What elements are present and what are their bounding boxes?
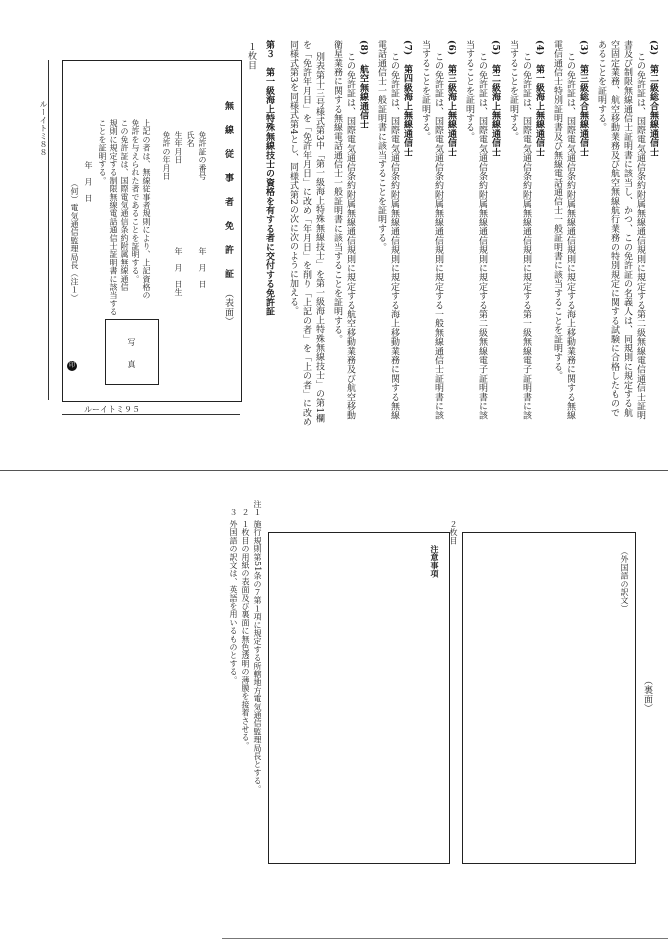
para-8-line1: この免許証は、国際電気通信条約附属無線通信規則に規定する航空移動業務及び航空移動 — [345, 52, 355, 420]
birth-date-value: 年 月 日生 — [174, 247, 183, 297]
form-box-heading-note: （表面） — [223, 289, 233, 326]
issue-date: 年 月 日 — [84, 161, 93, 202]
note-2-text: １枚目の用紙の表面及び裏面に無色透明の薄膜を接着させる。 — [241, 520, 250, 750]
form-box-heading: 無 線 従 事 者 免 許 証 — [223, 101, 233, 281]
foreign-translation-label: （外国語の訳文） — [620, 547, 629, 613]
seal-stamp: 印 — [68, 362, 75, 369]
para-2-line1: この免許証は、国際電気通信条約附属無線通信規則に規定する第二級無線電信通信士証明 — [635, 52, 645, 420]
sheet-2-label: ２枚目 — [449, 520, 458, 545]
notes-box — [268, 532, 450, 864]
para-4-line1: この免許証は、国際電気通信条約附属無線通信規則に規定する第一級無線電子証明書に該 — [521, 52, 531, 420]
amendment-line3: 同様式第3を同様式第4とし、同様式第2の次に次のように加える。 — [288, 40, 298, 316]
foreign-translation-box — [462, 532, 636, 864]
dimension-label-bottom: ルーイトミ８８ — [39, 100, 48, 156]
certification-line2: 免許を与えられた者であることを証明する。 — [131, 119, 140, 283]
certification-line4: 規則に規定する制限無線電話通信士証明書に該当する — [109, 119, 118, 316]
para-4-heading: (4) 第一級海上無線通信士 — [534, 40, 544, 157]
note-1-text: 施行規則第51条の７第１項に規定する所轄地方電気通信監理局長とする。 — [253, 520, 262, 793]
note-1-key: 注１ — [253, 500, 262, 517]
para-2-heading: (2) 第二級総合無線通信士 — [648, 40, 658, 157]
certification-line3: この免許証は、国際電気通信条約附属無線通信 — [120, 119, 129, 292]
back-side-header: （裏面） — [642, 676, 652, 713]
para-8-heading: (8) 航空無線通信士 — [358, 40, 368, 129]
para-8-line2: 衛星業務に関する無線電話通信士一般証明書に該当することを証明する。 — [332, 40, 342, 344]
amendment-line2: を「免許年月日」を「免許年月日」に改め「年月日」を削り「上記の者」を「上の者」に改め — [301, 40, 311, 427]
certification-line1: 上記の者は、無線従事者規則により、上記資格の — [142, 119, 151, 300]
bottom-rule — [222, 938, 668, 939]
para-5-heading: (5) 第二級海上無線通信士 — [490, 40, 500, 157]
certification-line5: ことを証明する。 — [98, 119, 107, 185]
license-date-value: 年 月 日 — [198, 247, 207, 288]
para-2-line2: 書及び制限無線通信士証明書に該当し、かつ、この免許証の名義人は、同規則に規定する航 — [622, 40, 632, 418]
field-license-date: 免許の年月日 — [162, 131, 171, 181]
note-3-key: ３ — [229, 508, 238, 517]
field-license-number: 免許証の番号 — [198, 131, 207, 181]
para-6-line2: 当することを証明する。 — [420, 40, 430, 142]
issuer: （何）電気通信監理局長（注１） — [70, 179, 79, 302]
dimension-label-left: ルーイトミ９５ — [84, 405, 140, 414]
para-7-line1: この免許証は、国際電気通信条約附属無線通信規則に規定する海上移動業務に関する無線 — [389, 52, 399, 420]
photo-box — [105, 319, 159, 385]
license-form-box — [62, 60, 242, 402]
para-2-line4: あることを証明する。 — [596, 40, 606, 132]
para-6-line1: この免許証は、国際電気通信条約附属無線通信規則に規定する一般無線通信士証明書に該 — [433, 52, 443, 420]
form-title: 第３ 第一級海上特殊無線技士の資格を有する者に交付する免許証 — [264, 40, 274, 316]
para-3-line2: 電信通信士特別証明書及び無線電話通信士一般証明書に該当することを証明する。 — [552, 40, 562, 381]
page-divider — [0, 470, 668, 471]
para-7-heading: (7) 第四級海上無線通信士 — [402, 40, 412, 157]
para-3-line1: この免許証は、国際電気通信条約附属無線通信規則に規定する海上移動業務に関する無線 — [565, 52, 575, 420]
para-6-heading: (6) 第三級海上無線通信士 — [446, 40, 456, 157]
para-4-line2: 当することを証明する。 — [508, 40, 518, 142]
field-name: 氏名 — [186, 131, 195, 148]
notes-label: 注意事項 — [430, 545, 440, 578]
note-2-key: ２ — [241, 508, 250, 517]
para-5-line2: 当することを証明する。 — [464, 40, 474, 142]
note-3-text: 外国語の訳文は、英語を用いるものとする。 — [229, 520, 238, 684]
form-side-label: １枚目 — [246, 42, 256, 70]
amendment-line1: 別表第十三号様式第3中「第一級海上特殊無線技士」を第一級海上特殊無線技士」の第1欄 — [314, 52, 324, 423]
para-7-line2: 電話通信士一般証明書に該当することを証明する。 — [376, 40, 386, 252]
para-5-line1: この免許証は、国際電気通信条約附属無線通信規則に規定する第二級無線電子証明書に該 — [477, 52, 487, 420]
photo-label: 写 真 — [127, 338, 136, 371]
field-birth-date: 生年月日 — [174, 131, 183, 164]
para-3-heading: (3) 第三級総合無線通信士 — [578, 40, 588, 157]
para-2-line3: 空固定業務、航空移動業務及び航空無線航行業務の特別規定に関する試験に合格したもので — [609, 40, 619, 418]
